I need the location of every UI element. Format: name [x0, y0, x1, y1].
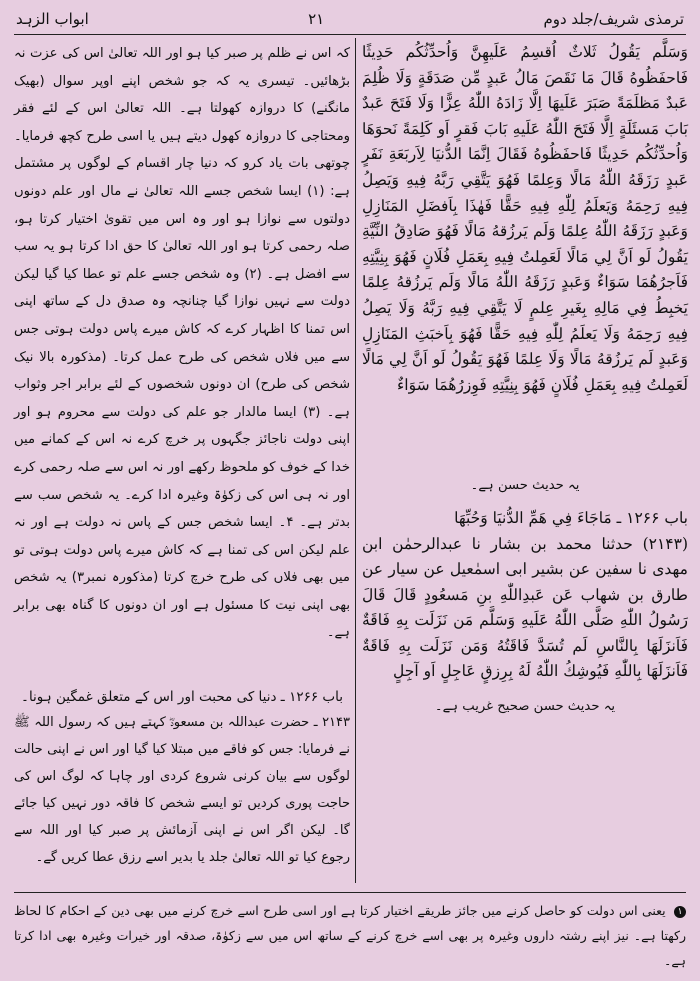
- book-title: ترمذی شریف/جلد دوم: [543, 10, 684, 28]
- hadith-grading: یہ حدیث حسن ہے۔: [470, 478, 580, 494]
- hadith-2143-arabic: (۲۱۴۳) حدثنا محمد بن بشار نا عبدالرحمٰن ابن مهدی نا سفین عن بشیر ابی اسمٰعیل عن سیار عن طارق بن شهاب عَن عَبدِاللّٰهِ بنِ مَسعُودٍ قَالَ قَالَ رَسُولُ اللّٰهِ صَلَّى اللّٰهُ عَلَيهِ وَسَلَّم مَن نَزَلَت بِهِ فَاقَةٌ فَاَنزَلَهَا بِالنَّاسِ لَم تُسَدَّ فَاقَتُهُ وَمَن نَزَلَت بِهِ فَاقَةٌ فَاَنزَلَهَا بِاللّٰهِ فَيُوشِكُ اللّٰهُ لَهُ بِرِزقٍ عَاجِلٍ اَو آجِلٍ: [362, 534, 688, 681]
- page-number: ۲۱: [308, 10, 325, 28]
- column-divider: [355, 38, 356, 883]
- page-header: [16, 6, 684, 32]
- urdu-column: [14, 40, 350, 871]
- translation-text: کہ اس نے ظلم پر صبر کیا ہو اور اللہ تعالیٰ اس کی عزت نہ بڑھائیں۔ تیسری یہ کہ جو شخص اپنے اوپر سوال (بھیک مانگنے) کا دروازہ کھولتا ہے۔ اللہ تعالیٰ اس کے لئے فقر ومحتاجی کا دروازہ کھول دیتے ہیں یا اسی طرح کچھ فرمایا۔ چوتھی بات یاد کرو کہ دنیا چار اقسام کے لوگوں پر مشتمل ہے: (۱) ایسا شخص جسے اللہ تعالیٰ نے مال اور علم دونوں دولتوں سے نوازا ہو اور وہ اس میں تقویٰ اختیار کرتا ہو، صلہ رحمی کرتا ہو اور اللہ تعالیٰ کا حق ادا کرتا ہو یہ سب سے افضل ہے۔ (۲) وہ شخص جسے علم تو عطا کیا گیا لیکن دولت سے نہیں نوازا گیا چنانچہ وہ صدق دل کے ساتھ اپنی اس تمنا کا اظہار کرے کہ کاش میرے پاس دولت ہوتی جس سے میں فلاں شخص کی طرح عمل کرتا۔ (مذکورہ بالا نیک شخص کی طرح) ان دونوں شخصوں کے لئے برابر اجر وثواب ہے۔ (۳) ایسا مالدار جو علم کی دولت سے محروم ہو اور اپنی دولت ناجائز جگہوں پر خرچ کرے نہ اس کے کمانے میں خدا کے خوف کو ملحوظ رکھے اور نہ اس سے صلہ رحمی کرے اور نہ ہی اس کی زکوٰۃ وغیرہ ادا کرے۔ یہ شخص سب سے بدتر ہے۔ ۴۔ ایسا شخص جس کے پاس نہ دولت ہے اور نہ علم لیکن اس کی تمنا ہے کہ کاش میرے پاس دولت ہوتی تو میں بھی فلاں کی طرح خرچ کرتا (مذکورہ نمبر۳) یہ شخص بھی اپنی نیت کا مسئول ہے اور ان دونوں کا گناہ بھی برابر ہے۔: [14, 46, 350, 641]
- footnote-marker: ۱: [674, 906, 686, 918]
- bab-title-arabic: باب ۱۲۶۶ ـ مَاجَاءَ فِي هَمِّ الدُّنيَا وَحُبِّهَا: [454, 508, 688, 527]
- footnote-text: یعنی اس دولت کو حاصل کرنے میں جائز طریقے اختیار کرتا ہے اور اسی طرح اسے خرچ کرنے میں بھی دین کے احکام کا لحاظ رکھتا ہے۔ نیز اپنے رشتہ داروں وغیرہ پر بھی اسے خرچ کرنے کے ساتھ اس میں سے زکوٰۃ، صدقہ اور خیرات وغیرہ بھی ادا کرتا ہے۔: [14, 903, 686, 968]
- arabic-column: [362, 40, 688, 721]
- hadith-text-arabic: وَسَلَّم يَقُولُ ثَلاثٌ اُقسِمُ عَلَيهِنَّ وَاُحدِّثُكُم حَدِيثًا فَاحفَظُوهُ قَالَ مَا نَقَصَ مَالُ عَبدٍ مِّن صَدَقَةٍ وَلَا ظُلِمَ عَبدٌ مَظلَمَةً صَبَرَ عَلَيهَا اِلَّا زَادَهُ اللّٰهُ عِزًّا وَلَا فَتَحَ عَبدٌ بَابَ مَسئَلَةٍ اِلَّا فَتَحَ اللّٰهُ عَلَيهِ بَابَ فَقرٍ اَو كَلِمَةً نَحوَهَا وَاُحدِّثُكُم حَدِيثًا فَاحفَظُوهُ فَقَالَ اِنَّمَا الدُّنيَا لِاَربَعَةِ نَفَرٍ عَبدٍ رَزَقَهُ اللّٰهُ مَالًا وَعِلمًا فَهُوَ يَتَّقِي رَبَّهُ فِيهِ وَيَصِلُ فِيهِ رَحِمَهُ وَيَعلَمُ لِلّٰهِ فِيهِ حَقًّا فَهٰذَا بِاَفضَلِ المَنَازِلِ وَعَبدٍ رَزَقَهُ اللّٰهُ عِلمًا وَلَم يَرزُقهُ مَالًا فَهُوَ صَادِقُ النِّيَّةِ يَقُولُ لَو اَنَّ لِي مَالًا لَعَمِلتُ فِيهِ بِعَمَلِ فُلَانٍ فَهُوَ بِنِيَّتِهِ فَاَجرُهُمَا سَوَاءٌ وَعَبدٍ رَزَقَهُ اللّٰهُ مَالًا وَلَم يَرزُقهُ عِلمًا يَخبِطُ فِي مَالِهِ بِغَيرِ عِلمٍ لَا يَتَّقِي فِيهِ رَبَّهُ وَلَا يَصِلُ فِيهِ رَحِمَهُ وَلَا يَعلَمُ لِلّٰهِ فِيهِ حَقًّا فَهُوَ بِاَخبَثِ المَنَازِلِ وَعَبدٍ لَم يَرزُقهُ مَالًا وَلَا عِلمًا فَهُوَ يَقُولُ لَو اَنَّ لِي مَالًا لَعَمِلتُ فِيهِ بِعَمَلِ فُلَانٍ فَهُوَ بِنِيَّتِهِ فَوِزرُهُمَا سَوَاءٌ: [362, 43, 688, 394]
- bab-heading-urdu: باب ۱۲۶۶ ـ دنیا کی محبت اور اس کے متعلق غمگین ہونا۔: [21, 689, 343, 706]
- hadith-grading-2: یہ حدیث حسن صحیح غریب ہے۔: [434, 699, 616, 715]
- chapter-title: ابواب الزہد: [16, 10, 89, 28]
- footnote-rule: [14, 892, 686, 893]
- hadith-2143-translation: ۲۱۴۳ ـ حضرت عبداللہ بن مسعودؓ کہتے ہیں کہ رسول اللہ ﷺ نے فرمایا: جس کو فاقے میں مبتلا کیا گیا اور اس نے اپنی حالت لوگوں سے بیان کرنی شروع کردی اور چاہا کہ لوگ اس کی حاجت پوری کردیں تو ایسے شخص کا فاقہ دور نہیں کیا جائے گا۔ لیکن اگر اس نے اپنی آزمائش پر صبر کیا اور اللہ سے رجوع کیا تو اللہ تعالیٰ جلد یا بدیر اسے رزق عطا کریں گے۔: [14, 715, 350, 866]
- footnote: [14, 898, 686, 973]
- header-rule: [14, 34, 686, 35]
